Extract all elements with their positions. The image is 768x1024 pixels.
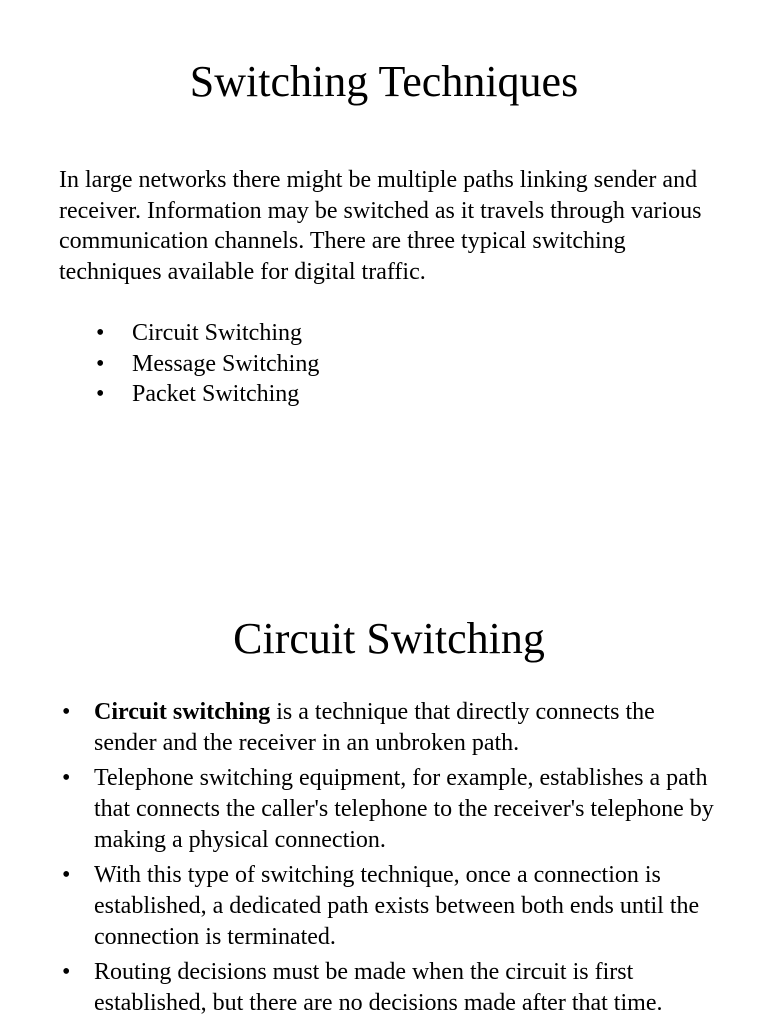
technique-label: Circuit Switching	[132, 320, 302, 346]
bullet-icon: •	[96, 381, 105, 407]
bullet-icon: •	[62, 699, 71, 725]
point-text: With this type of switching technique, once a connection is established, a dedicated path exists between both ends until the connection is terminated.	[94, 862, 700, 950]
bullet-icon: •	[62, 862, 71, 888]
list-item	[96, 318, 319, 349]
bullet-icon: •	[96, 350, 105, 377]
list-item	[96, 349, 319, 380]
point-text: is a technique that directly connects the sender and the receiver in an unbroken path.	[94, 699, 655, 756]
list-item	[62, 697, 722, 759]
bold-term: Circuit switching	[94, 699, 271, 725]
list-item	[62, 763, 722, 856]
bullet-text	[94, 957, 722, 1019]
bullet-text	[94, 697, 722, 759]
bullet-icon: •	[96, 320, 105, 346]
bullet-text	[94, 763, 722, 856]
techniques-list	[96, 318, 319, 410]
list-item	[96, 379, 319, 410]
point-text: Telephone switching equipment, for example, establishes a path that connects the caller's telephone to the receiver's telephone by making a physical connection.	[94, 765, 714, 853]
point-text: Routing decisions must be made when the circuit is first established, but there are no decisions made after that time.	[94, 959, 663, 1016]
bullet-text	[94, 860, 722, 953]
slide-title: Circuit Switching	[233, 614, 545, 663]
bullet-points-list	[62, 697, 722, 1023]
intro-paragraph: In large networks there might be multiple paths linking sender and receiver. Information may be switched as it travels through various communication channels. There are three typical switching techniques available for digital traffic.	[59, 167, 702, 285]
bullet-icon: •	[62, 959, 71, 985]
bullet-icon: •	[62, 765, 71, 791]
technique-label: Message Switching	[132, 350, 320, 377]
list-item	[62, 957, 722, 1019]
slide-circuit-switching	[0, 560, 768, 1024]
slide-title: Switching Techniques	[189, 57, 579, 106]
technique-label: Packet Switching	[132, 381, 300, 407]
list-item	[62, 860, 722, 953]
